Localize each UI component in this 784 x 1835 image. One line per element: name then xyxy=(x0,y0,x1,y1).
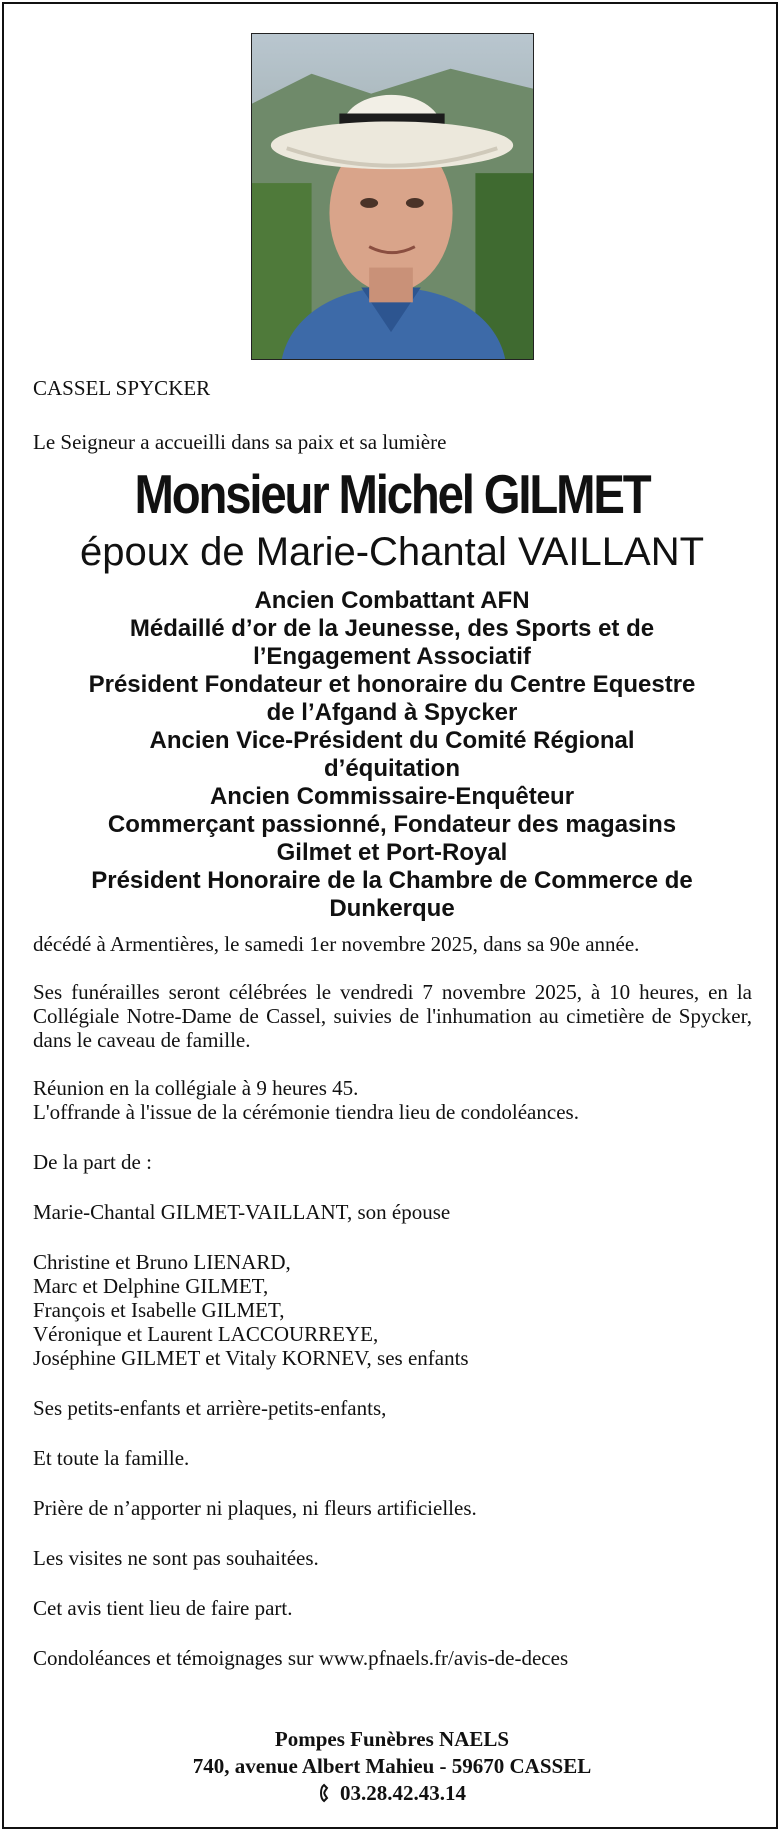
title-line: Médaillé d’or de la Jeunesse, des Sports et de xyxy=(129,615,655,642)
title-line: Commerçant passionné, Fondateur des magasins xyxy=(107,811,677,838)
title-line: Ancien Commissaire-Enquêteur xyxy=(209,783,575,810)
visits-line: Les visites ne sont pas souhaitées. xyxy=(33,1546,319,1570)
title-line: Ancien Vice-Président du Comité Régional xyxy=(149,727,635,754)
title-line: de l’Afgand à Spycker xyxy=(266,699,518,726)
wife-line: Marie-Chantal GILMET-VAILLANT, son épouse xyxy=(33,1200,451,1224)
child-line: Marc et Delphine GILMET, xyxy=(33,1274,269,1298)
location: CASSEL SPYCKER xyxy=(33,376,211,400)
notice-body xyxy=(33,932,752,1670)
spouse-line: époux de Marie-Chantal VAILLANT xyxy=(79,530,705,574)
title-line: Dunkerque xyxy=(329,895,455,922)
child-line: Christine et Bruno LIENARD, xyxy=(33,1250,291,1274)
family-line: Et toute la famille. xyxy=(33,1446,190,1470)
title-line: Ancien Combattant AFN xyxy=(254,587,530,614)
condolences-line: Condoléances et témoignages sur www.pfnaels.fr/avis-de-deces xyxy=(33,1646,569,1670)
portrait-photo xyxy=(251,33,534,360)
intro-line: Le Seigneur a accueilli dans sa paix et sa lumière xyxy=(33,430,447,454)
funeral-home-footer xyxy=(0,1726,784,1807)
offering-line: L'offrande à l'issue de la cérémonie tiendra lieu de condoléances. xyxy=(33,1100,579,1124)
flowers-line: Prière de n’apporter ni plaques, ni fleurs artificielles. xyxy=(33,1496,477,1520)
title-line: Gilmet et Port-Royal xyxy=(276,839,508,866)
title-line: Président Fondateur et honoraire du Centre Equestre xyxy=(88,671,696,698)
title-line: Président Honoraire de la Chambre de Commerce de xyxy=(91,867,693,894)
deceased-name: Monsieur Michel GILMET xyxy=(134,463,650,525)
death-paragraph: décédé à Armentières, le samedi 1er novembre 2025, dans sa 90e année. xyxy=(33,932,640,956)
company-name: Pompes Funèbres NAELS xyxy=(274,1727,510,1751)
from-line: De la part de : xyxy=(33,1150,152,1174)
titles-list xyxy=(25,587,759,923)
company-address: 740, avenue Albert Mahieu - 59670 CASSEL xyxy=(192,1754,592,1778)
phone-icon xyxy=(318,1783,338,1803)
funeral-paragraph: Ses funérailles seront célébrées le vendredi 7 novembre 2025, à 10 heures, en la Collégiale Notre-Dame de Cassel, suivies de l'inhumation au cimetière de Spycker, dans le caveau de famille. xyxy=(33,980,752,1052)
grandchildren-line: Ses petits-enfants et arrière-petits-enfants, xyxy=(33,1396,387,1420)
portrait-illustration xyxy=(252,34,533,359)
child-line: François et Isabelle GILMET, xyxy=(33,1298,285,1322)
meeting-line: Réunion en la collégiale à 9 heures 45. xyxy=(33,1076,359,1100)
child-line: Véronique et Laurent LACCOURREYE, xyxy=(33,1322,379,1346)
notice-line: Cet avis tient lieu de faire part. xyxy=(33,1596,293,1620)
phone-row xyxy=(0,1780,784,1807)
title-line: l’Engagement Associatif xyxy=(253,643,531,670)
child-line: Joséphine GILMET et Vitaly KORNEV, ses enfants xyxy=(33,1346,469,1370)
title-line: d’équitation xyxy=(324,755,460,782)
phone-number: 03.28.42.43.14 xyxy=(340,1781,466,1805)
